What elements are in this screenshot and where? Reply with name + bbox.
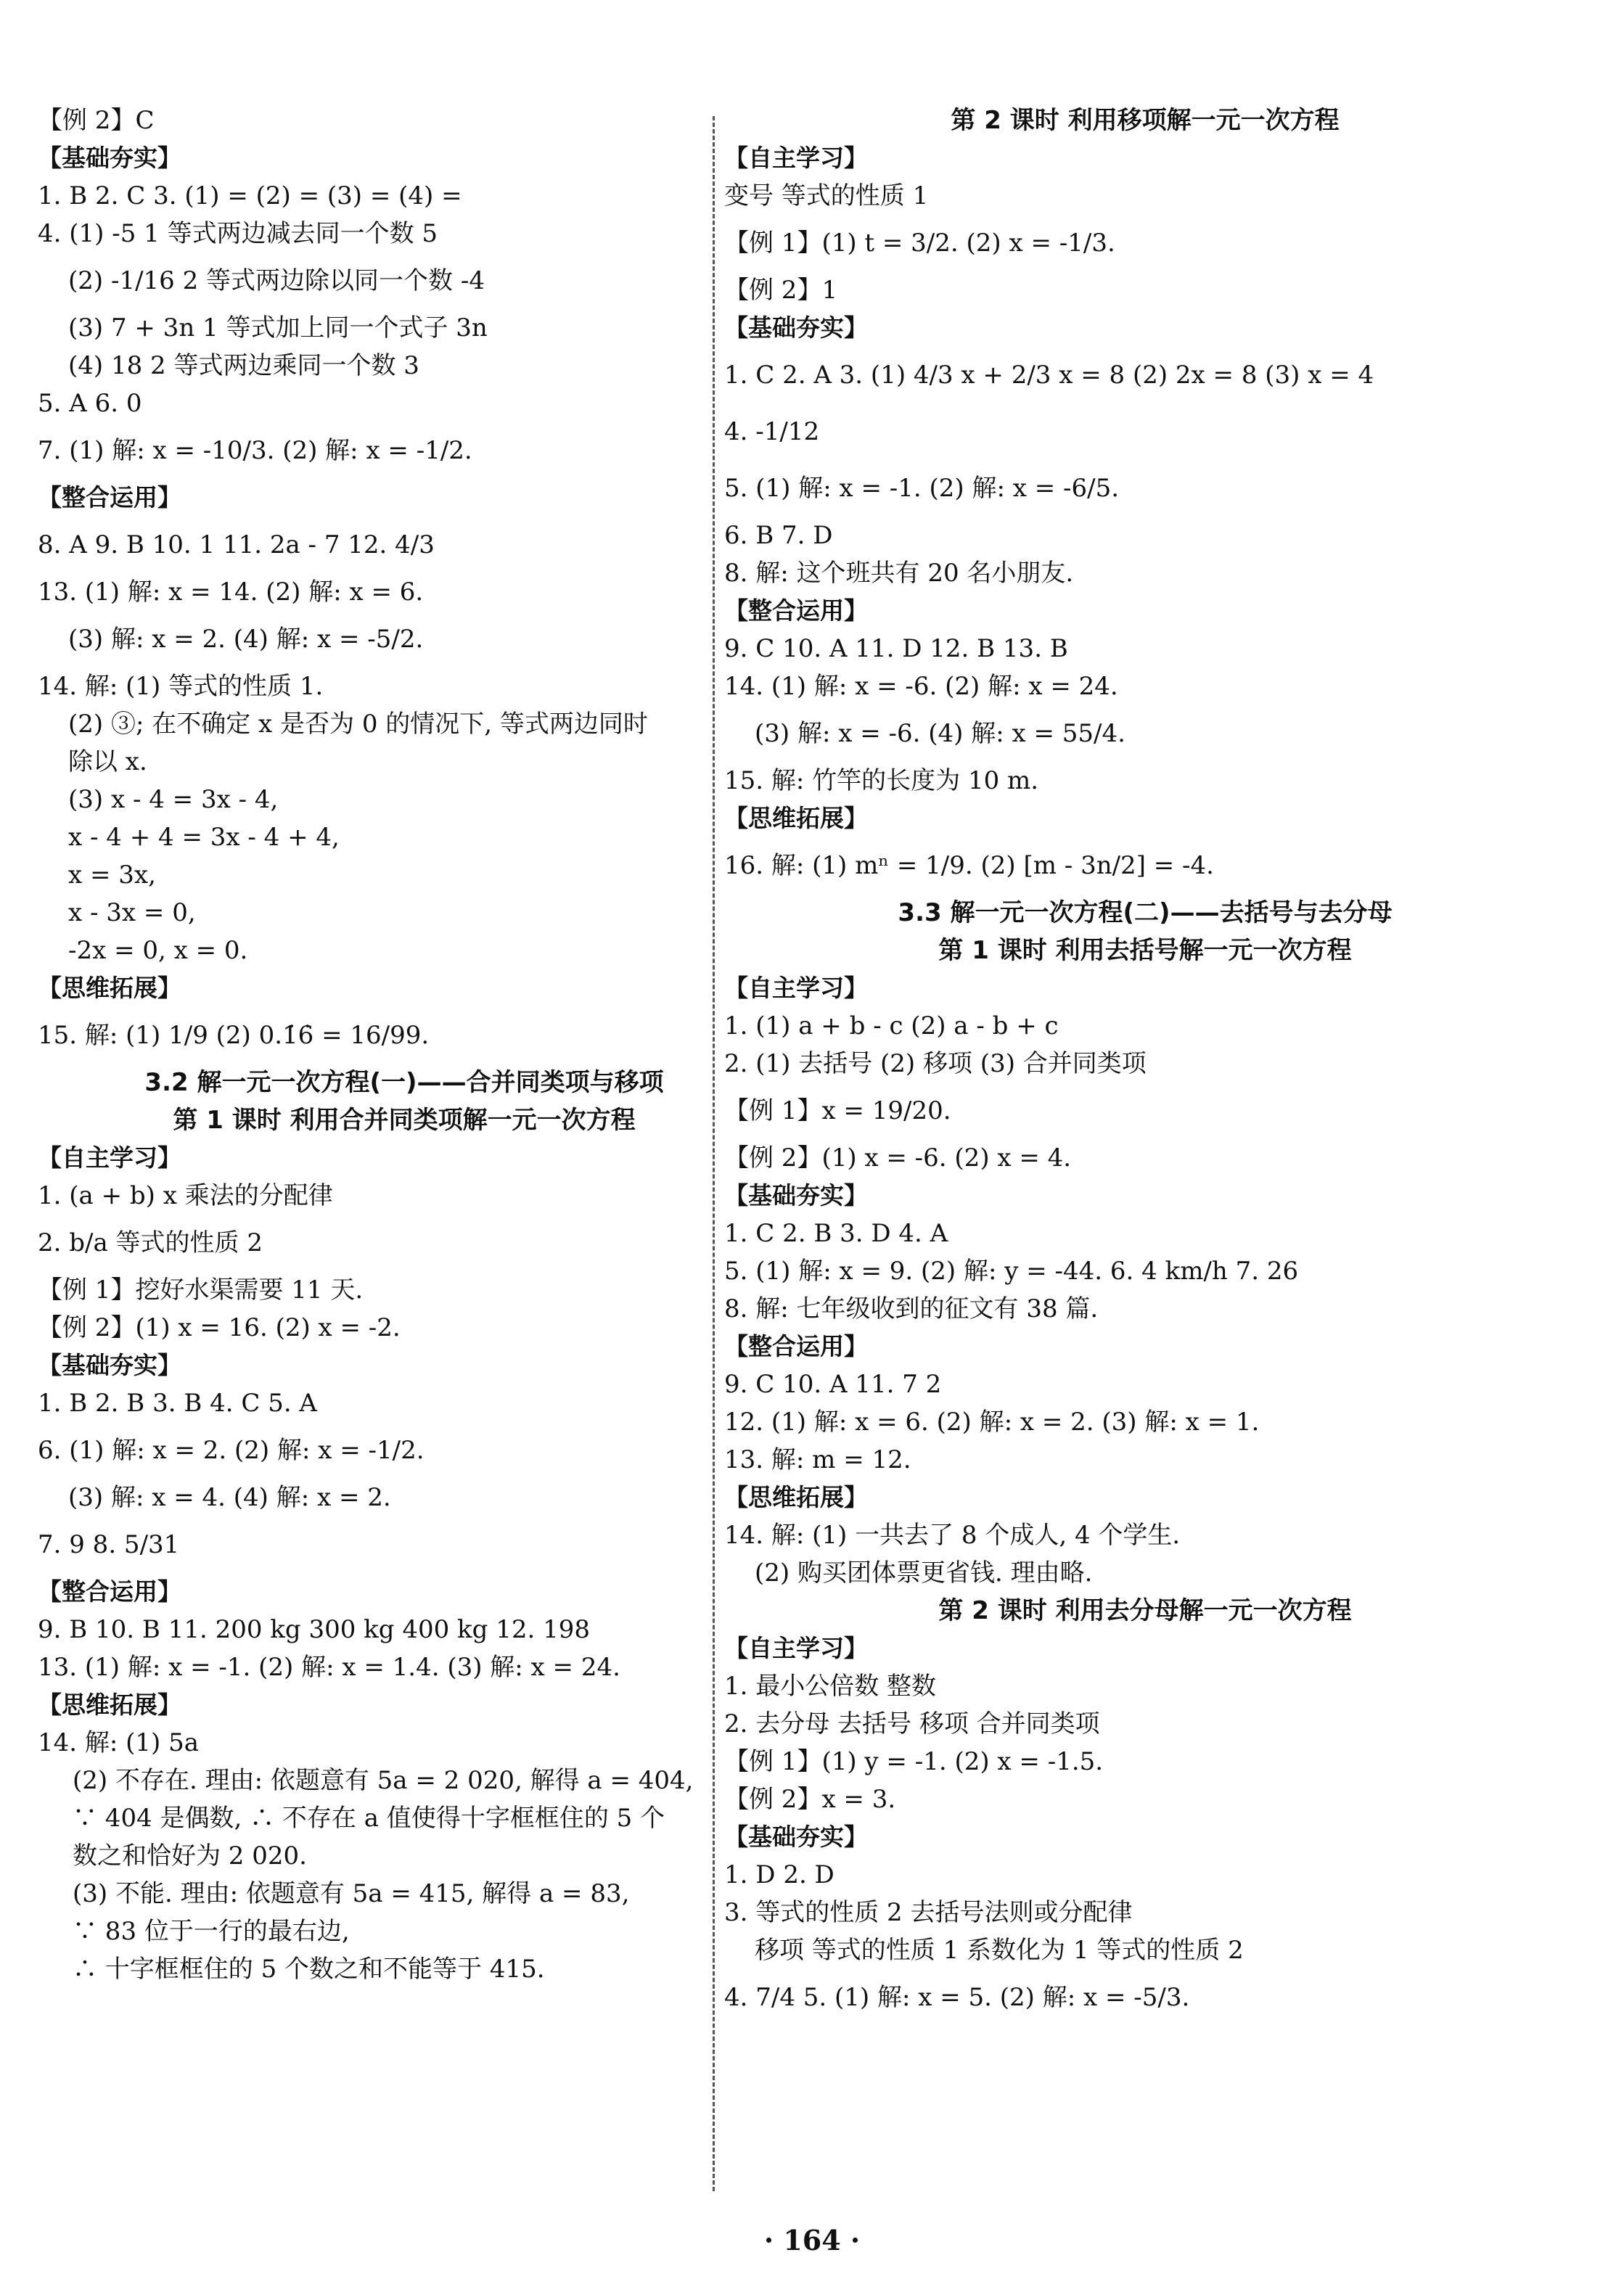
answer-line: (2) -1/16 2 等式两边除以同一个数 -4 — [68, 266, 485, 295]
answer-line: x - 4 + 4 = 3x - 4 + 4, — [68, 823, 340, 852]
answer-line: 1. (a + b) x 乘法的分配律 — [38, 1181, 333, 1210]
answer-line: x = 3x, — [68, 861, 156, 890]
answer-line: (2) 不存在. 理由: 依题意有 5a = 2 020, 解得 a = 404, — [73, 1766, 694, 1795]
answer-line: 3. 等式的性质 2 去括号法则或分配律 — [724, 1898, 1133, 1927]
answer-line: 4. 7/4 5. (1) 解: x = 5. (2) 解: x = -5/3. — [724, 1983, 1190, 2012]
answer-line: 1. (1) a + b - c (2) a - b + c — [724, 1011, 1059, 1040]
section-heading: 【自主学习】 — [724, 144, 868, 172]
section-heading: 【自主学习】 — [724, 974, 868, 1002]
section-heading: 【基础夯实】 — [724, 1823, 868, 1851]
section-heading: 【基础夯实】 — [724, 313, 868, 342]
answer-line: 【例 2】C — [38, 106, 155, 135]
answer-line: 13. (1) 解: x = -1. (2) 解: x = 1.4. (3) 解: x = 24. — [38, 1653, 620, 1682]
left-column — [38, 102, 771, 1988]
answer-line: (3) 解: x = 4. (4) 解: x = 2. — [68, 1483, 391, 1512]
answer-line: 【例 2】(1) x = -6. (2) x = 4. — [724, 1143, 1072, 1173]
answer-line: ∵ 404 是偶数, ∴ 不存在 a 值使得十字框框住的 5 个 — [73, 1804, 665, 1833]
section-heading: 【思维拓展】 — [724, 804, 868, 832]
answer-line: (4) 18 2 等式两边乘同一个数 3 — [68, 351, 419, 380]
answer-line: 13. 解: m = 12. — [724, 1445, 911, 1474]
section-heading: 【自主学习】 — [724, 1634, 868, 1662]
answer-line: 1. D 2. D — [724, 1860, 834, 1889]
answer-line: (2) 购买团体票更省钱. 理由略. — [755, 1559, 1093, 1588]
lesson-title: 3.2 解一元一次方程(一)——合并同类项与移项 — [144, 1068, 664, 1097]
answer-line: 1. B 2. B 3. B 4. C 5. A — [38, 1389, 317, 1418]
section-heading: 【思维拓展】 — [38, 974, 181, 1002]
answer-line: 12. (1) 解: x = 6. (2) 解: x = 2. (3) 解: x = 1. — [724, 1408, 1260, 1437]
page-number: · 164 · — [763, 2224, 861, 2256]
answer-line: 数之和恰好为 2 020. — [73, 1841, 307, 1870]
answer-line: 1. C 2. B 3. D 4. A — [724, 1219, 948, 1248]
answer-line: 2. b/a 等式的性质 2 — [38, 1228, 263, 1257]
section-heading: 【基础夯实】 — [38, 144, 181, 172]
answer-line: (3) 解: x = -6. (4) 解: x = 55/4. — [755, 719, 1125, 748]
answer-line: 14. 解: (1) 等式的性质 1. — [38, 672, 324, 701]
answer-line: 【例 1】x = 19/20. — [724, 1096, 951, 1125]
answer-line: (3) 不能. 理由: 依题意有 5a = 415, 解得 a = 83, — [73, 1879, 630, 1908]
answer-line: 【例 1】(1) y = -1. (2) x = -1.5. — [724, 1747, 1104, 1776]
answer-line: (2) ③; 在不确定 x 是否为 0 的情况下, 等式两边同时 — [68, 710, 648, 739]
answer-line: 9. C 10. A 11. 7 2 — [724, 1370, 942, 1399]
section-heading: 【基础夯实】 — [38, 1351, 181, 1379]
answer-line: 15. 解: 竹竿的长度为 10 m. — [724, 766, 1039, 795]
answer-line: ∵ 83 位于一行的最右边, — [73, 1917, 350, 1946]
answer-line: 【例 1】(1) t = 3/2. (2) x = -1/3. — [724, 229, 1115, 258]
answer-line: (3) 解: x = 2. (4) 解: x = -5/2. — [68, 625, 424, 654]
answer-line: 4. -1/12 — [724, 417, 820, 446]
answer-line: ∴ 十字框框住的 5 个数之和不能等于 415. — [73, 1955, 545, 1984]
answer-line: 15. 解: (1) 1/9 (2) 0.1̇6̇ = 16/99. — [38, 1021, 430, 1050]
answer-line: 变号 等式的性质 1 — [724, 181, 929, 210]
section-heading: 【整合运用】 — [38, 483, 181, 512]
answer-line: 7. 9 8. 5/31 — [38, 1530, 180, 1559]
answer-line: 1. C 2. A 3. (1) 4/3 x + 2/3 x = 8 (2) 2x = 8 (3) x = 4 — [724, 361, 1374, 390]
answer-line: 1. B 2. C 3. (1) = (2) = (3) = (4) = — [38, 181, 462, 210]
lesson-title: 第 1 课时 利用合并同类项解一元一次方程 — [173, 1106, 636, 1135]
answer-line: 8. 解: 这个班共有 20 名小朋友. — [724, 559, 1074, 588]
answer-line: 1. 最小公倍数 整数 — [724, 1672, 937, 1701]
answer-line: 5. A 6. 0 — [38, 389, 142, 418]
lesson-title: 3.3 解一元一次方程(二)——去括号与去分母 — [898, 898, 1393, 927]
answer-line: 8. 解: 七年级收到的征文有 38 篇. — [724, 1294, 1099, 1323]
answer-line: 移项 等式的性质 1 系数化为 1 等式的性质 2 — [755, 1936, 1244, 1965]
section-heading: 【整合运用】 — [724, 596, 868, 625]
answer-line: 5. (1) 解: x = -1. (2) 解: x = -6/5. — [724, 474, 1120, 503]
answer-line: 7. (1) 解: x = -10/3. (2) 解: x = -1/2. — [38, 436, 472, 465]
answer-line: 14. (1) 解: x = -6. (2) 解: x = 24. — [724, 672, 1118, 701]
answer-line: 9. C 10. A 11. D 12. B 13. B — [724, 634, 1068, 663]
right-column — [724, 102, 1566, 2026]
answer-line: 14. 解: (1) 5a — [38, 1728, 200, 1757]
section-heading: 【思维拓展】 — [38, 1691, 181, 1719]
answer-line: 6. B 7. D — [724, 521, 833, 550]
answer-line: 16. 解: (1) mⁿ = 1/9. (2) [m - 3n/2] = -4. — [724, 851, 1214, 880]
answer-line: (3) 7 + 3n 1 等式加上同一个式子 3n — [68, 313, 488, 342]
answer-line: 9. B 10. B 11. 200 kg 300 kg 400 kg 12. 198 — [38, 1615, 590, 1644]
answer-line: 2. 去分母 去括号 移项 合并同类项 — [724, 1709, 1100, 1738]
lesson-title: 第 2 课时 利用移项解一元一次方程 — [951, 106, 1340, 135]
answer-line: 5. (1) 解: x = 9. (2) 解: y = -44. 6. 4 km/h 7. 26 — [724, 1257, 1299, 1286]
answer-line: 6. (1) 解: x = 2. (2) 解: x = -1/2. — [38, 1436, 425, 1465]
answer-line: 13. (1) 解: x = 14. (2) 解: x = 6. — [38, 578, 424, 607]
answer-line: 8. A 9. B 10. 1 11. 2a - 7 12. 4/3 — [38, 530, 435, 559]
section-heading: 【自主学习】 — [38, 1143, 181, 1172]
answer-line: (3) x - 4 = 3x - 4, — [68, 785, 279, 814]
answer-line: 【例 1】挖好水渠需要 11 天. — [38, 1276, 364, 1305]
lesson-title: 第 1 课时 利用去括号解一元一次方程 — [938, 936, 1352, 965]
answer-line: 【例 2】1 — [724, 276, 838, 305]
answer-line: 2. (1) 去括号 (2) 移项 (3) 合并同类项 — [724, 1049, 1147, 1078]
answer-line: -2x = 0, x = 0. — [68, 936, 248, 965]
answer-line: 【例 2】(1) x = 16. (2) x = -2. — [38, 1313, 401, 1342]
section-heading: 【整合运用】 — [724, 1332, 868, 1360]
section-heading: 【整合运用】 — [38, 1577, 181, 1606]
answer-line: x - 3x = 0, — [68, 898, 196, 927]
lesson-title: 第 2 课时 利用去分母解一元一次方程 — [938, 1596, 1352, 1625]
answer-line: 4. (1) -5 1 等式两边减去同一个数 5 — [38, 219, 438, 248]
answer-line: 14. 解: (1) 一共去了 8 个成人, 4 个学生. — [724, 1521, 1181, 1550]
section-heading: 【思维拓展】 — [724, 1483, 868, 1511]
answer-line: 除以 x. — [68, 747, 147, 776]
answer-line: 【例 2】x = 3. — [724, 1785, 896, 1814]
section-heading: 【基础夯实】 — [724, 1181, 868, 1210]
